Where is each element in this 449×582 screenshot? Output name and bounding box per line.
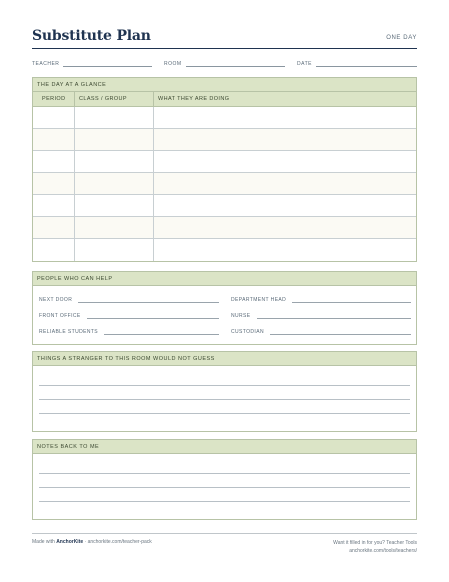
date-field[interactable] — [297, 61, 417, 67]
footer-rule — [32, 533, 417, 534]
activity-cell[interactable] — [154, 239, 416, 261]
footer-left — [32, 539, 152, 545]
col-period: PERIOD — [33, 92, 75, 106]
activity-cell[interactable] — [154, 107, 416, 128]
front-office-field[interactable] — [39, 311, 219, 319]
col-activity: WHAT THEY ARE DOING — [158, 96, 230, 102]
class-group-cell[interactable] — [75, 173, 154, 194]
meta-row — [32, 61, 417, 69]
nurse-field[interactable] — [231, 311, 411, 319]
date-line[interactable] — [316, 62, 417, 67]
table-row — [33, 217, 416, 239]
notes-panel — [32, 439, 417, 520]
period-cell[interactable] — [33, 239, 75, 261]
activity-cell[interactable] — [154, 151, 416, 172]
front-office-label: FRONT OFFICE — [39, 313, 81, 319]
department-head-line[interactable] — [292, 298, 411, 303]
glance-panel — [32, 77, 417, 262]
nurse-label: NURSE — [231, 313, 251, 319]
page-title: Substitute Plan — [32, 28, 151, 44]
period-cell[interactable] — [33, 217, 75, 238]
activity-cell[interactable] — [154, 195, 416, 216]
writing-line — [39, 413, 410, 414]
writing-line — [39, 399, 410, 400]
table-row — [33, 195, 416, 217]
class-group-cell[interactable] — [75, 239, 154, 261]
title-rule — [32, 48, 417, 49]
reliable-students-line[interactable] — [104, 330, 219, 335]
activity-cell[interactable] — [154, 173, 416, 194]
room-field[interactable] — [164, 61, 285, 67]
class-group-cell[interactable] — [75, 107, 154, 128]
table-row — [33, 129, 416, 151]
footer-right-link[interactable]: anchorkite.com/tools/teachers/ — [349, 548, 417, 554]
stranger-writing-area[interactable] — [33, 366, 416, 431]
period-cell[interactable] — [33, 195, 75, 216]
notes-title: NOTES BACK TO ME — [33, 440, 416, 454]
class-group-cell[interactable] — [75, 195, 154, 216]
table-row — [33, 107, 416, 129]
writing-line — [39, 487, 410, 488]
col-class-group: CLASS / GROUP — [75, 92, 154, 106]
footer-separator: · — [84, 539, 87, 545]
table-row — [33, 239, 416, 261]
class-group-cell[interactable] — [75, 129, 154, 150]
help-panel — [32, 271, 417, 345]
custodian-line[interactable] — [270, 330, 411, 335]
department-head-label: DEPARTMENT HEAD — [231, 297, 287, 303]
period-cell[interactable] — [33, 151, 75, 172]
help-title: PEOPLE WHO CAN HELP — [33, 272, 416, 286]
date-label: DATE — [297, 61, 312, 67]
next-door-field[interactable] — [39, 295, 219, 303]
teacher-line[interactable] — [63, 62, 152, 67]
table-row — [33, 173, 416, 195]
nurse-line[interactable] — [257, 314, 411, 319]
reliable-students-label: RELIABLE STUDENTS — [39, 329, 99, 335]
room-line[interactable] — [186, 62, 285, 67]
next-door-line[interactable] — [78, 298, 219, 303]
table-row — [33, 151, 416, 173]
class-group-cell[interactable] — [75, 151, 154, 172]
activity-cell[interactable] — [154, 217, 416, 238]
help-body — [33, 286, 416, 344]
glance-title: THE DAY AT A GLANCE — [33, 78, 416, 92]
teacher-field[interactable] — [32, 61, 152, 67]
period-cell[interactable] — [33, 173, 75, 194]
writing-line — [39, 385, 410, 386]
page-subtitle: ONE DAY — [386, 35, 417, 41]
period-cell[interactable] — [33, 129, 75, 150]
stranger-panel — [32, 351, 417, 432]
footer-left-link[interactable]: anchorkite.com/teacher-pack — [87, 539, 152, 545]
footer-right — [333, 539, 417, 555]
footer-brand: AnchorKite — [56, 539, 84, 545]
glance-table-header — [33, 92, 416, 107]
front-office-line[interactable] — [87, 314, 219, 319]
department-head-field[interactable] — [231, 295, 411, 303]
reliable-students-field[interactable] — [39, 327, 219, 335]
custodian-field[interactable] — [231, 327, 411, 335]
activity-cell[interactable] — [154, 129, 416, 150]
custodian-label: CUSTODIAN — [231, 329, 264, 335]
room-label: ROOM — [164, 61, 182, 67]
class-group-cell[interactable] — [75, 217, 154, 238]
footer-made-with: Made with — [32, 539, 55, 545]
writing-line — [39, 473, 410, 474]
glance-table-body — [33, 107, 416, 261]
teacher-label: TEACHER — [32, 61, 60, 67]
writing-line — [39, 501, 410, 502]
notes-writing-area[interactable] — [33, 454, 416, 519]
footer-promo: Want it filled in for you? Teacher Tools — [333, 540, 417, 546]
stranger-title: THINGS A STRANGER TO THIS ROOM WOULD NOT GUESS — [33, 352, 416, 366]
period-cell[interactable] — [33, 107, 75, 128]
next-door-label: NEXT DOOR — [39, 297, 73, 303]
